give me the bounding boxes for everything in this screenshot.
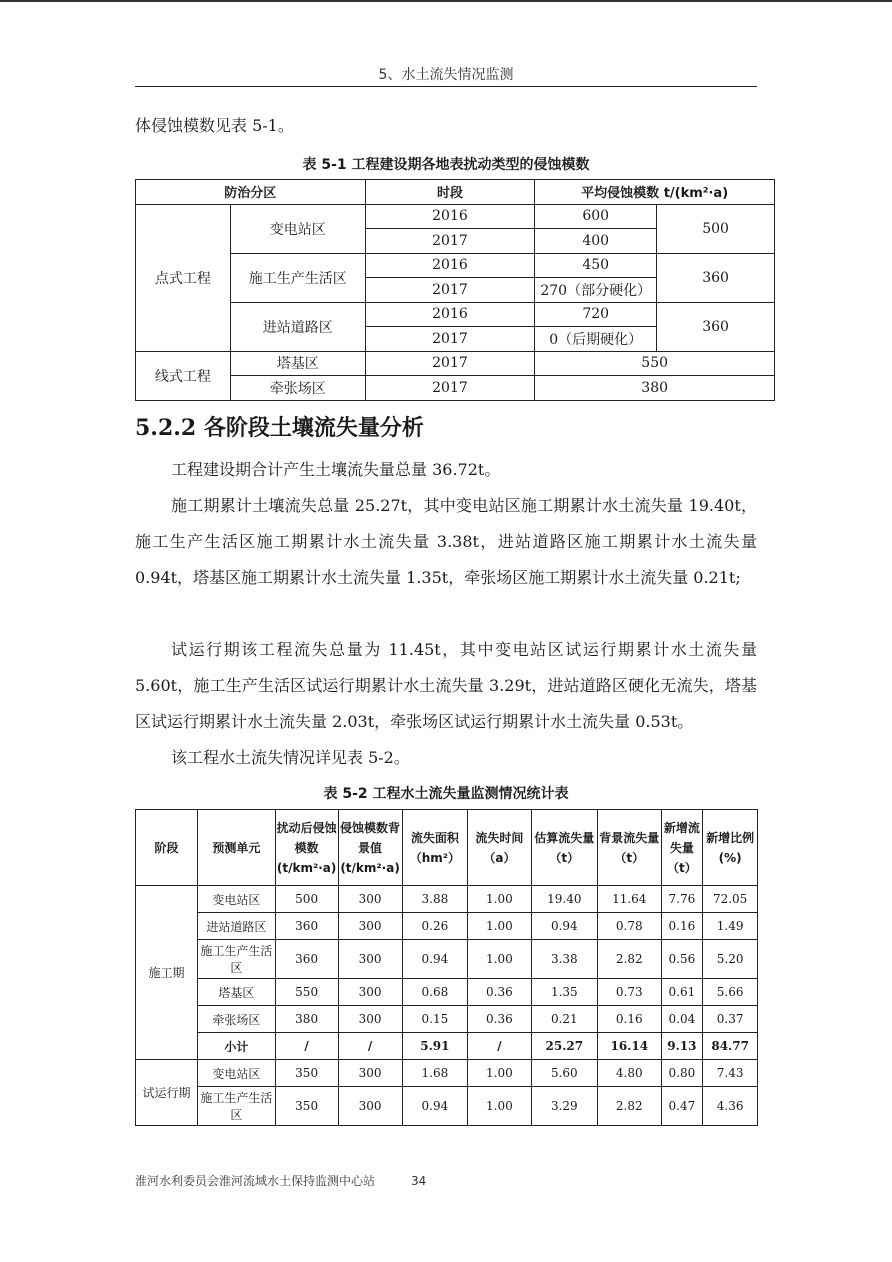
value-cell: 0.15 [402,1006,468,1033]
header-rule [135,86,757,87]
paragraph: 试运行期该工程流失总量为 11.45t，其中变电站区试运行期累计水土流失量 5.60t，施工生产生活区试运行期累计水土流失量 3.29t，进站道路区硬化无流失，塔基区试运行期累计水土流失量 2.03t，牵张场区试运行期累计水土流失量 0.53t。 [135,640,757,731]
value-cell: 0.68 [402,979,468,1006]
value-cell: 16.14 [598,1033,661,1060]
value-cell: 0.78 [598,913,661,940]
table1-year: 2017 [365,376,535,401]
value-cell: 9.13 [661,1033,703,1060]
value-cell: 300 [338,979,402,1006]
table1-zone: 牵张场区 [230,376,365,401]
value-cell: 300 [338,940,402,979]
table1-value: 550 [535,351,775,376]
table-row [136,913,758,940]
value-cell: 0.21 [531,1006,597,1033]
table-row [136,1060,758,1087]
value-cell: 550 [275,979,338,1006]
value-cell: 0.16 [661,913,703,940]
value-cell: 0.56 [661,940,703,979]
table2-header: 扰动后侵蚀模数(t/km²·a) [275,810,338,886]
value-cell: / [468,1033,531,1060]
value-cell: 11.64 [598,886,661,913]
value-cell: 1.00 [468,913,531,940]
section-heading: 5.2.2 各阶段土壤流失量分析 [135,415,424,441]
table2-header: 新增流失量（t） [661,810,703,886]
table1-year: 2016 [365,302,535,327]
value-cell: 300 [338,1060,402,1087]
value-cell: 19.40 [531,886,597,913]
soil-loss-monitoring-table [135,809,758,1126]
table-row [136,1087,758,1126]
table2-header: 预测单元 [197,810,275,886]
table2-header: 背景流失量（t） [598,810,661,886]
value-cell: 2.82 [598,940,661,979]
unit-cell: 塔基区 [197,979,275,1006]
table1-header-modulus: 平均侵蚀模数 t/(km²·a) [535,180,775,205]
table2-header: 估算流失量（t） [531,810,597,886]
value-cell: 1.00 [468,1060,531,1087]
paragraph: 工程建设期合计产生土壤流失量总量 36.72t。 [171,460,501,479]
table-row [136,1006,758,1033]
table1-value: 450 [535,253,657,278]
table1-year: 2017 [365,327,535,352]
table-row [136,940,758,979]
value-cell: 380 [275,1006,338,1033]
table1-value: 600 [535,204,657,229]
value-cell: 300 [338,913,402,940]
value-cell: 1.00 [468,940,531,979]
table1-zone: 进站道路区 [230,302,365,351]
value-cell: 0.94 [531,913,597,940]
table1-value: 380 [535,376,775,401]
stage-cell: 试运行期 [136,1060,198,1126]
value-cell: 0.47 [661,1087,703,1126]
unit-cell: 进站道路区 [197,913,275,940]
table-row [136,1033,758,1060]
value-cell: 5.20 [703,940,758,979]
value-cell: 0.36 [468,979,531,1006]
value-cell: 0.37 [703,1006,758,1033]
table-row [136,979,758,1006]
table1-zone: 塔基区 [230,351,365,376]
value-cell: 5.91 [402,1033,468,1060]
table1-value: 270（部分硬化） [535,278,657,303]
value-cell: 72.05 [703,886,758,913]
value-cell: 1.49 [703,913,758,940]
page-number: 34 [411,1174,427,1188]
table1-year: 2017 [365,229,535,254]
value-cell: 0.36 [468,1006,531,1033]
value-cell: 1.68 [402,1060,468,1087]
value-cell: 0.16 [598,1006,661,1033]
table1-year: 2016 [365,204,535,229]
value-cell: 0.61 [661,979,703,1006]
value-cell: 5.66 [703,979,758,1006]
table2-caption: 表 5-2 工程水土流失量监测情况统计表 [323,786,569,802]
value-cell: 0.73 [598,979,661,1006]
unit-cell: 变电站区 [197,1060,275,1087]
value-cell: 1.00 [468,1087,531,1126]
table2-header: 侵蚀模数背景值(t/km²·a) [338,810,402,886]
value-cell: 350 [275,1087,338,1126]
unit-cell: 变电站区 [197,886,275,913]
table1-zone: 变电站区 [230,204,365,253]
value-cell: 7.43 [703,1060,758,1087]
page-footer [135,1172,426,1189]
value-cell: 5.60 [531,1060,597,1087]
value-cell: 0.04 [661,1006,703,1033]
table1-header-period: 时段 [365,180,535,205]
value-cell: 0.94 [402,1087,468,1126]
table1-year: 2017 [365,351,535,376]
stage-cell: 施工期 [136,886,198,1060]
table1-header-zone: 防治分区 [136,180,366,205]
value-cell: 0.26 [402,913,468,940]
table2-header: 流失时间（a） [468,810,531,886]
value-cell: / [275,1033,338,1060]
value-cell: 1.00 [468,886,531,913]
table1-value: 400 [535,229,657,254]
table2-body [136,886,758,1126]
value-cell: 4.36 [703,1087,758,1126]
value-cell: 7.76 [661,886,703,913]
value-cell: 25.27 [531,1033,597,1060]
value-cell: 300 [338,1087,402,1126]
value-cell: 500 [275,886,338,913]
unit-cell: 施工生产生活区 [197,1087,275,1126]
unit-cell: 小计 [197,1033,275,1060]
page-top-border [0,0,892,2]
value-cell: 3.88 [402,886,468,913]
unit-cell: 施工生产生活区 [197,940,275,979]
table1-value: 0（后期硬化） [535,327,657,352]
table1-avg: 360 [657,253,775,302]
value-cell: 0.80 [661,1060,703,1087]
table1-year: 2017 [365,278,535,303]
value-cell: 360 [275,940,338,979]
table1-group: 线式工程 [136,351,231,400]
value-cell: 4.80 [598,1060,661,1087]
value-cell: 1.35 [531,979,597,1006]
table1-caption: 表 5-1 工程建设期各地表扰动类型的侵蚀模数 [302,157,590,173]
table2-header: 阶段 [136,810,198,886]
table1-value: 720 [535,302,657,327]
running-header: 5、水土流失情况监测 [378,67,514,83]
value-cell: 350 [275,1060,338,1087]
value-cell: 84.77 [703,1033,758,1060]
value-cell: 300 [338,886,402,913]
paragraph: 施工期累计土壤流失总量 25.27t，其中变电站区施工期累计水土流失量 19.40t，施工生产生活区施工期累计水土流失量 3.38t，进站道路区施工期累计水土流失量 0.94t，塔基区施工期累计水土流失量 1.35t，牵张场区施工期累计水土流失量 0.21t; [135,496,757,587]
table2-header: 流失面积（hm²） [402,810,468,886]
value-cell: / [338,1033,402,1060]
paragraph: 该工程水土流失情况详见表 5-2。 [171,748,410,767]
value-cell: 300 [338,1006,402,1033]
intro-text: 体侵蚀模数见表 5-1。 [135,116,294,135]
table1-avg: 500 [657,204,775,253]
value-cell: 3.38 [531,940,597,979]
value-cell: 2.82 [598,1087,661,1126]
value-cell: 3.29 [531,1087,597,1126]
value-cell: 360 [275,913,338,940]
erosion-modulus-table [135,179,775,401]
value-cell: 0.94 [402,940,468,979]
unit-cell: 牵张场区 [197,1006,275,1033]
table2-header: 新增比例(%) [703,810,758,886]
table-row [136,886,758,913]
table1-zone: 施工生产生活区 [230,253,365,302]
table1-avg: 360 [657,302,775,351]
table1-year: 2016 [365,253,535,278]
footer-org: 淮河水利委员会淮河流域水土保持监测中心站 [135,1174,376,1188]
table1-group: 点式工程 [136,204,231,351]
